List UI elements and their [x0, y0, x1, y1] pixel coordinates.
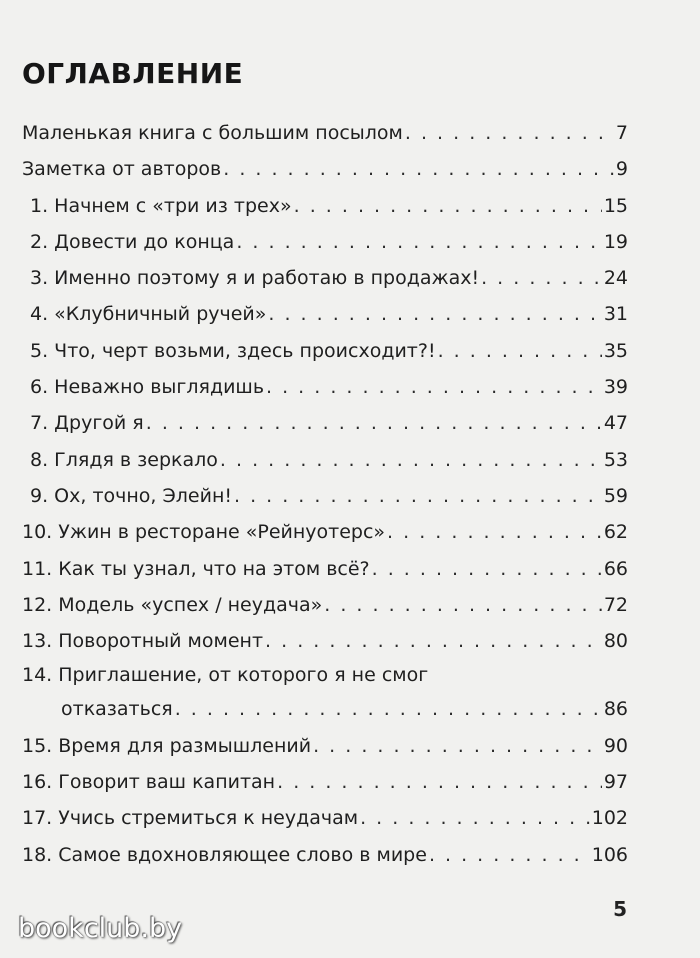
toc-entry-label: Маленькая книга с большим посылом — [22, 122, 403, 144]
toc-entry — [22, 188, 628, 224]
toc-leader-dots — [294, 188, 602, 224]
toc-entry-page: 53 — [603, 448, 628, 471]
toc-entry — [22, 151, 628, 187]
toc-entry — [22, 224, 628, 260]
toc-entry-label: 2. Довести до конца — [30, 230, 235, 253]
toc-entry-page: 106 — [591, 843, 628, 866]
toc-entry-page: 97 — [603, 771, 628, 794]
toc-entry — [22, 442, 628, 478]
toc-entry-page: 9 — [615, 158, 628, 181]
toc-entry-page: 59 — [603, 484, 628, 507]
toc-entry-label: 4. «Клубничный ручей» — [30, 303, 267, 326]
toc-entry-page: 80 — [603, 630, 628, 653]
site-watermark: bookclub.by — [18, 913, 183, 944]
toc-entry-page: 7 — [615, 122, 628, 144]
toc-leader-dots — [360, 800, 590, 836]
toc-leader-dots — [266, 369, 602, 405]
toc-entry — [22, 296, 628, 332]
toc-leader-dots — [175, 691, 602, 727]
toc-entry — [22, 478, 628, 514]
toc-entry — [22, 728, 628, 764]
toc-entry-page: 15 — [603, 194, 628, 217]
page-title: ОГЛАВЛЕНИЕ — [22, 57, 244, 90]
toc-leader-dots — [234, 478, 602, 514]
toc-entry-label: 1. Начнем с «три из трех» — [30, 194, 292, 217]
toc-leader-dots — [438, 333, 602, 369]
toc-entry-page: 102 — [591, 807, 628, 830]
toc-entry-label: 16. Говорит ваш капитан — [22, 771, 276, 794]
toc-entry-label: 10. Ужин в ресторане «Рейнуотерс» — [22, 521, 386, 544]
toc-entry-page: 47 — [603, 412, 628, 435]
toc-entry — [22, 659, 628, 691]
toc-entry-page: 62 — [603, 521, 628, 544]
toc-leader-dots — [405, 115, 614, 151]
toc-entry-label: 15. Время для размышлений — [22, 734, 312, 757]
toc-entry — [22, 405, 628, 441]
toc-leader-dots — [324, 587, 602, 623]
toc-entry — [22, 260, 628, 296]
toc-entry — [22, 587, 628, 623]
toc-entry-label: Заметка от авторов — [22, 158, 222, 181]
toc-entry-label-cont: отказаться — [61, 698, 173, 721]
toc-entry — [22, 115, 628, 151]
toc-entry-page: 19 — [603, 230, 628, 253]
toc-leader-dots — [146, 405, 602, 441]
toc-entry-page: 90 — [603, 734, 628, 757]
toc-entry-label: 14. Приглашение, от которого я не смог — [22, 664, 429, 687]
toc-entry — [22, 623, 628, 659]
page-number: 5 — [613, 897, 627, 921]
toc-entry — [22, 551, 628, 587]
toc-leader-dots — [313, 728, 602, 764]
toc-entry-label: 13. Поворотный момент — [22, 630, 264, 653]
toc-entry-label: 17. Учись стремиться к неудачам — [22, 807, 359, 830]
toc-entry-page: 31 — [603, 303, 628, 326]
toc-entry-label: 12. Модель «успех / неудача» — [22, 593, 323, 616]
toc-leader-dots — [277, 764, 602, 800]
toc-leader-dots — [387, 514, 602, 550]
toc-entry-label: 7. Другой я — [30, 412, 144, 435]
toc-leader-dots — [220, 442, 602, 478]
toc-entry-label: 6. Неважно выглядишь — [30, 376, 265, 399]
toc-entry-page: 86 — [603, 698, 628, 721]
toc-entry — [22, 369, 628, 405]
toc-entry-page: 39 — [603, 376, 628, 399]
toc-entry-page: 24 — [603, 267, 628, 290]
toc-leader-dots — [265, 623, 602, 659]
toc-entry — [22, 837, 628, 873]
table-of-contents — [22, 115, 628, 873]
toc-leader-dots — [236, 224, 601, 260]
toc-entry-label: 18. Самое вдохновляющее слово в мире — [22, 843, 427, 866]
toc-leader-dots — [268, 296, 601, 332]
toc-entry — [22, 333, 628, 369]
toc-entry-label: 3. Именно поэтому я и работаю в продажах! — [30, 267, 480, 290]
toc-entry — [22, 514, 628, 550]
toc-entry-label: 5. Что, черт возьми, здесь происходит?! — [30, 339, 436, 362]
toc-leader-dots — [372, 551, 602, 587]
toc-leader-dots — [429, 837, 590, 873]
toc-entry-page: 72 — [603, 593, 628, 616]
toc-entry — [22, 764, 628, 800]
toc-entry-page: 66 — [603, 557, 628, 580]
toc-leader-dots — [223, 151, 614, 187]
toc-leader-dots — [481, 260, 602, 296]
toc-entry-page: 35 — [603, 339, 628, 362]
toc-entry-label: 8. Глядя в зеркало — [30, 448, 218, 471]
toc-entry — [22, 800, 628, 836]
toc-entry-label: 9. Ох, точно, Элейн! — [30, 484, 232, 507]
toc-entry-label: 11. Как ты узнал, что на этом всё? — [22, 557, 370, 580]
toc-entry-continuation — [22, 691, 628, 727]
